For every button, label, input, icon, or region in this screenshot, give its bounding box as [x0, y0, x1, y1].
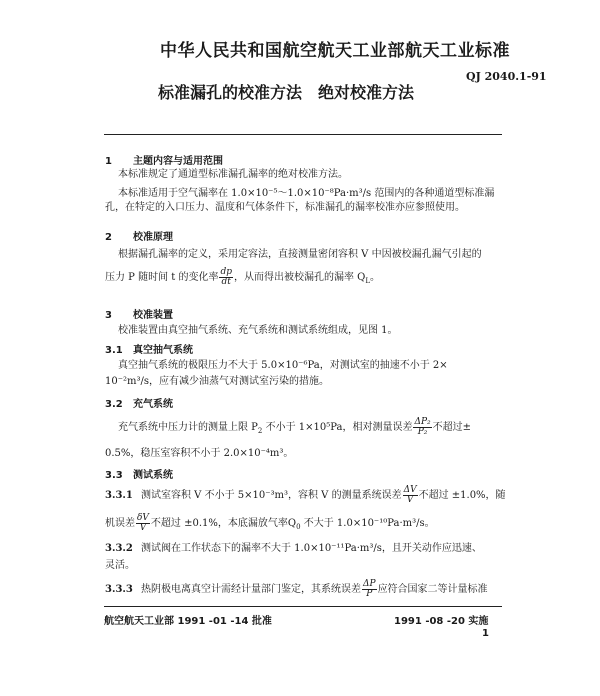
text: 不小于 1×10⁵Pa，相对测量误差: [262, 422, 413, 433]
section-3-heading: [105, 306, 173, 321]
pressure-error-fraction: [362, 580, 377, 599]
text: ，从而得出被校漏孔的漏率 Q: [234, 272, 366, 283]
section-2-paragraph-2: [105, 268, 505, 288]
section-3-1-paragraph-1: 真空抽气系统的极限压力不大于 5.0×10⁻⁶Pa，对测试室的抽速不小于 2×: [118, 360, 448, 371]
section-title: 测试系统: [133, 470, 173, 481]
volume-error-fraction: [403, 486, 418, 505]
text: 。: [370, 272, 381, 283]
fraction-denominator: dt: [221, 277, 231, 287]
section-number: 3: [105, 310, 112, 321]
document-title: [158, 80, 414, 103]
section-title: 真空抽气系统: [133, 345, 193, 356]
text: 热阴极电离真空计需经计量部门鉴定，其系统误差: [141, 584, 361, 595]
fraction-denominator: P: [366, 589, 373, 599]
relative-error-fraction: [413, 418, 431, 437]
section-3-2-paragraph-1: [118, 418, 510, 438]
text: 不超过 ±0.1%，本底漏放气率Q: [150, 518, 297, 529]
section-title: 主题内容与适用范围: [133, 156, 223, 167]
section-number: 2: [105, 232, 112, 243]
text: 应符合国家二等计量标准: [377, 584, 488, 595]
section-3-3-2-paragraph-2: 灵活。: [105, 560, 135, 571]
section-2-paragraph-1: 根据漏孔漏率的定义，采用定容法，直接测量密闭容积 V 中因被校漏孔漏气引起的: [118, 249, 482, 260]
section-3-1-paragraph-2: 10⁻²m³/s，应有减少油蒸气对测试室污染的措施。: [105, 376, 330, 387]
fraction-denominator: V: [139, 523, 147, 533]
page-number: 1: [482, 628, 489, 639]
text: 测试室容积 V 不小于 5×10⁻³m³，容积 V 的测量系统误差: [141, 490, 402, 501]
clause-number: 3.3.1: [105, 490, 133, 501]
section-3-3-1-paragraph-1: [105, 486, 509, 505]
text: 不超过 ±1.0%，随: [418, 490, 506, 501]
text: 不超过±: [432, 422, 472, 433]
implementation-date: 1991 -08 -20 实施: [394, 616, 489, 627]
text: 充气系统中压力计的测量上限 P: [118, 422, 258, 433]
subscript: 0: [296, 523, 301, 531]
random-error-fraction: [136, 514, 150, 533]
section-3-3-1-paragraph-2: [105, 514, 509, 534]
section-1-heading: [105, 152, 223, 167]
subscript: L: [365, 277, 371, 285]
section-3-3-3-paragraph-1: [105, 580, 509, 599]
fraction-denominator: P₂: [417, 427, 428, 437]
section-3-1-heading: [105, 341, 193, 356]
fraction-numerator: dp: [220, 267, 232, 277]
text: 机误差: [105, 518, 135, 529]
section-2-heading: [105, 228, 173, 243]
issuing-organization: 中华人民共和国航空航天工业部航天工业标准: [160, 41, 510, 61]
fraction-numerator: ΔP: [363, 579, 376, 589]
section-title: 校准原理: [133, 232, 173, 243]
text: 压力 P 随时间 t 的变化率: [105, 272, 219, 283]
clause-number: 3.3.2: [105, 543, 133, 554]
section-number: 1: [105, 156, 112, 167]
fraction-numerator: ΔP₂: [414, 417, 431, 427]
title-sub: 绝对校准方法: [318, 83, 415, 102]
section-1-paragraph-1: 本标准规定了通道型标准漏孔漏率的绝对校准方法。: [118, 169, 348, 180]
title-main: 标准漏孔的校准方法: [158, 83, 303, 102]
subscript: 2: [257, 427, 263, 435]
section-title: 充气系统: [133, 399, 173, 410]
approval-date: 航空航天工业部 1991 -01 -14 批准: [104, 616, 272, 627]
fraction-numerator: δV: [137, 513, 149, 523]
standard-number: QJ 2040.1-91: [466, 70, 547, 83]
section-3-paragraph: 校准装置由真空抽气系统、充气系统和测试系统组成，见图 1。: [118, 325, 398, 336]
section-number: 3.1: [105, 345, 123, 356]
section-3-2-paragraph-2: 0.5%，稳压室容积不小于 2.0×10⁻⁴m³。: [105, 448, 294, 459]
footer-rule: [104, 606, 502, 607]
section-3-3-2-paragraph-1: [105, 542, 509, 556]
fraction-denominator: V: [406, 495, 414, 505]
text: 不大于 1.0×10⁻¹⁰Pa·m³/s。: [300, 518, 435, 529]
section-3-3-heading: [105, 466, 173, 481]
fraction-numerator: ΔV: [403, 485, 417, 495]
rate-fraction: [219, 268, 233, 287]
section-number: 3.2: [105, 399, 123, 410]
header-rule: [104, 134, 502, 135]
section-3-2-heading: [105, 395, 173, 410]
section-1-paragraph-2: 本标准适用于空气漏率在 1.0×10⁻⁵～1.0×10⁻⁸Pa·m³/s 范围内的各种通道型标准漏孔，在特定的入口压力、温度和气体条件下，标准漏孔的漏率校准亦应参照使用。: [105, 188, 495, 213]
text: 测试阀在工作状态下的漏率不大于 1.0×10⁻¹¹Pa·m³/s，且开关动作应迅速、: [141, 543, 482, 554]
clause-number: 3.3.3: [105, 584, 133, 595]
section-title: 校准装置: [133, 310, 173, 321]
section-number: 3.3: [105, 470, 123, 481]
